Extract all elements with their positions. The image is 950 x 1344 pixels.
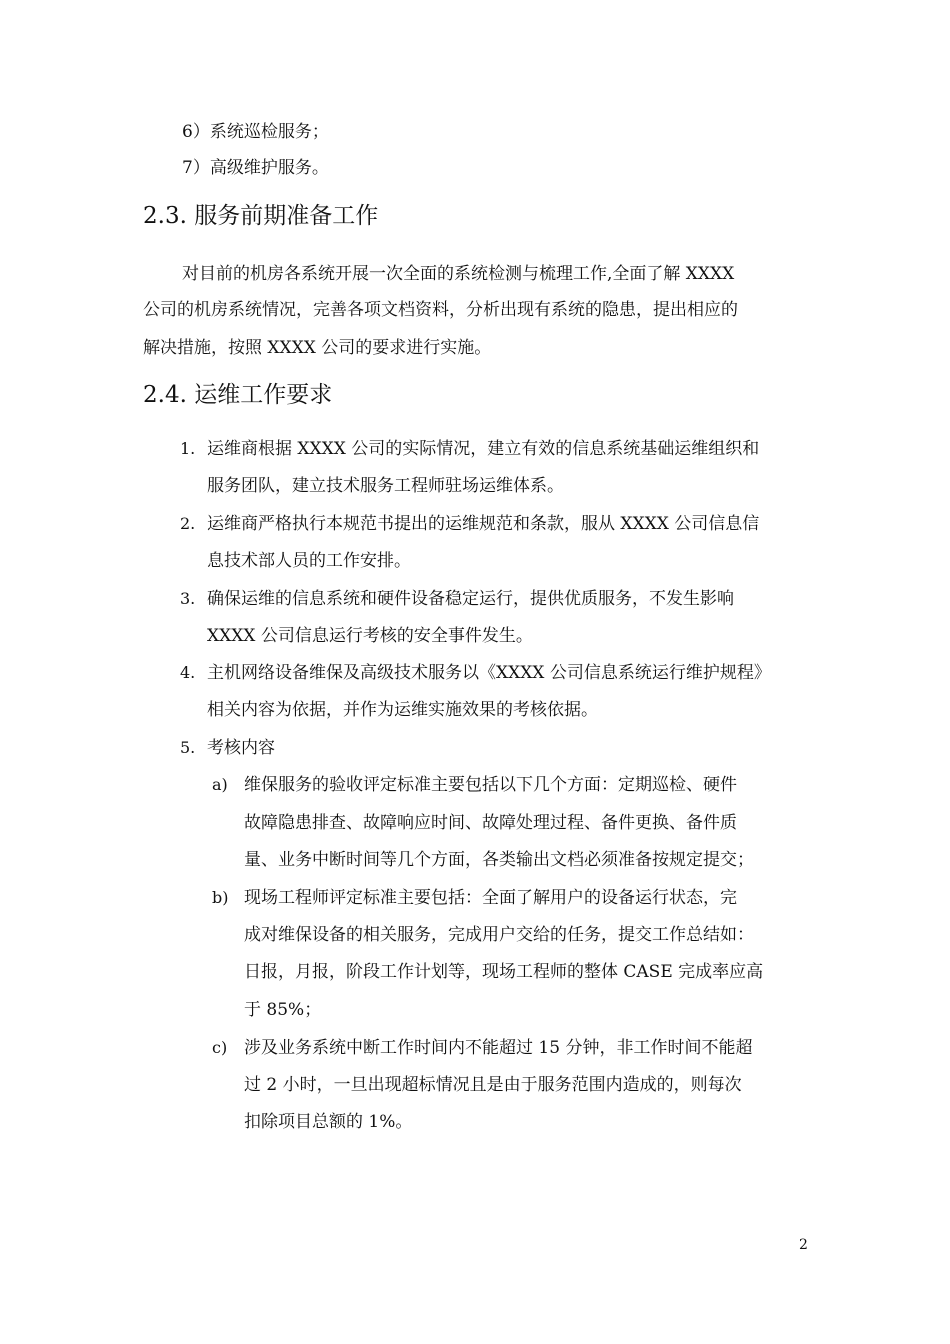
list-item-line: 考核内容 xyxy=(207,738,275,758)
page-number: 2 xyxy=(799,1237,808,1253)
sublist-label: b) xyxy=(212,888,229,907)
paragraph-line: 公司的机房系统情况，完善各项文档资料，分析出现有系统的隐患，提出相应的 xyxy=(143,300,738,320)
list-item-line: 运维商严格执行本规范书提出的运维规范和条款，服从 XXXX 公司信息信 xyxy=(207,514,760,534)
paragraph-line: 对目前的机房各系统开展一次全面的系统检测与梳理工作,全面了解 XXXX xyxy=(182,264,735,284)
list-item-line: 确保运维的信息系统和硬件设备稳定运行，提供优质服务，不发生影响 xyxy=(207,589,734,609)
list-item-line: 主机网络设备维保及高级技术服务以《XXXX 公司信息系统运行维护规程》 xyxy=(207,663,771,683)
list-item-line: XXXX 公司信息运行考核的安全事件发生。 xyxy=(207,626,533,646)
sublist-item-line: 于 85%； xyxy=(244,1000,322,1020)
section-heading: 2.3. 服务前期准备工作 xyxy=(143,203,379,229)
section-heading: 2.4. 运维工作要求 xyxy=(143,382,333,408)
sublist-item-line: 涉及业务系统中断工作时间内不能超过 15 分钟，非工作时间不能超 xyxy=(244,1038,753,1058)
sublist-label: a) xyxy=(212,775,228,794)
list-item-line: 服务团队，建立技术服务工程师驻场运维体系。 xyxy=(207,476,564,496)
sublist-item-line: 扣除项目总额的 1%。 xyxy=(244,1112,413,1132)
list-item: 6）系统巡检服务； xyxy=(182,122,329,142)
list-item-line: 相关内容为依据，并作为运维实施效果的考核依据。 xyxy=(207,700,598,720)
sublist-item-line: 现场工程师评定标准主要包括：全面了解用户的设备运行状态，完 xyxy=(244,888,737,908)
list-number: 3. xyxy=(180,589,196,608)
sublist-item-line: 故障隐患排查、故障响应时间、故障处理过程、备件更换、备件质 xyxy=(244,813,737,833)
paragraph-line: 解决措施，按照 XXXX 公司的要求进行实施。 xyxy=(143,338,492,358)
list-item-line: 运维商根据 XXXX 公司的实际情况，建立有效的信息系统基础运维组织和 xyxy=(207,439,760,459)
list-number: 1. xyxy=(180,439,196,458)
sublist-item-line: 量、业务中断时间等几个方面，各类输出文档必须准备按规定提交； xyxy=(244,850,754,870)
list-number: 5. xyxy=(180,738,196,757)
sublist-item-line: 日报，月报，阶段工作计划等，现场工程师的整体 CASE 完成率应高 xyxy=(244,962,764,982)
sublist-item-line: 成对维保设备的相关服务，完成用户交给的任务，提交工作总结如： xyxy=(244,925,754,945)
sublist-item-line: 维保服务的验收评定标准主要包括以下几个方面：定期巡检、硬件 xyxy=(244,775,737,795)
list-number: 2. xyxy=(180,514,196,533)
sublist-label: c) xyxy=(212,1038,228,1057)
list-number: 4. xyxy=(180,663,196,682)
list-item: 7）高级维护服务。 xyxy=(182,158,329,178)
sublist-item-line: 过 2 小时，一旦出现超标情况且是由于服务范围内造成的，则每次 xyxy=(244,1075,742,1095)
list-item-line: 息技术部人员的工作安排。 xyxy=(207,551,411,571)
